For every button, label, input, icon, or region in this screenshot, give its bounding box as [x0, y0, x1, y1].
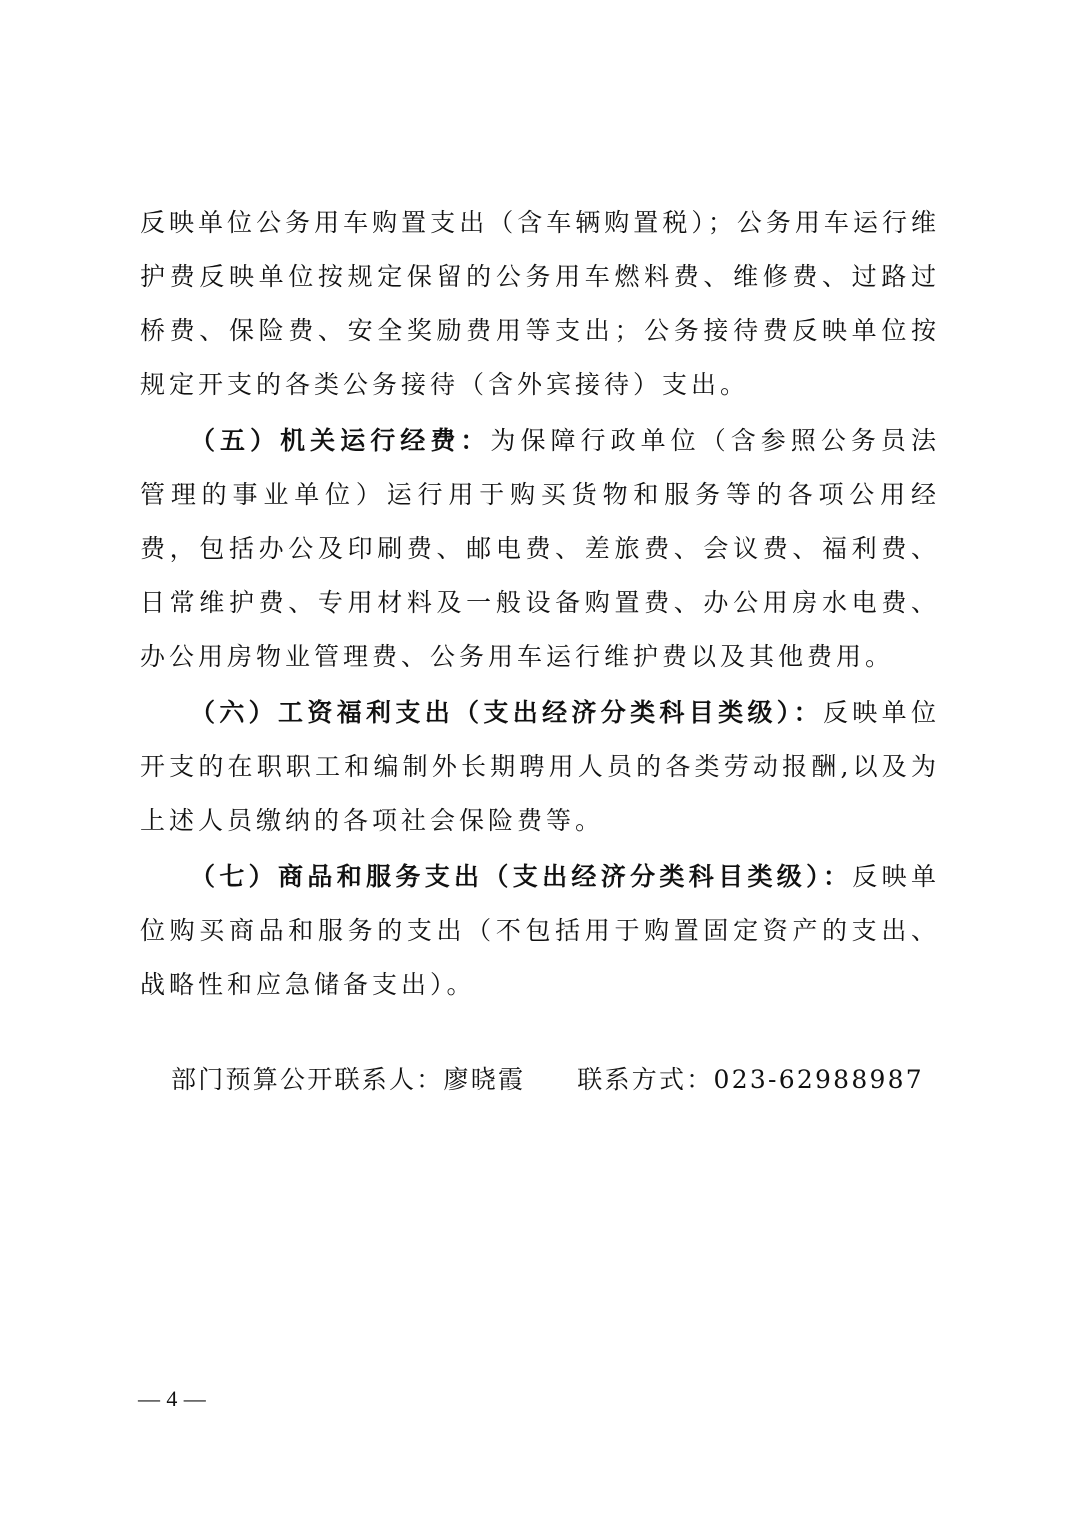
paragraph-operating-funds — [140, 414, 940, 684]
contact-line — [171, 1058, 991, 1102]
paragraph-heading: （五）机关运行经费： — [190, 426, 491, 455]
paragraph-heading: （六）工资福利支出（支出经济分类科目类级）： — [190, 698, 823, 727]
contact-person-label: 部门预算公开联系人： — [171, 1065, 444, 1094]
paragraph-heading: （七）商品和服务支出（支出经济分类科目类级）： — [190, 862, 853, 891]
paragraph-text: 反映单位公务用车购置支出（含车辆购置税）；公务用车运行维护费反映单位按规定保留的公务用车燃料费、维修费、过路过桥费、保险费、安全奖励费用等支出；公务接待费反映单位按规定开支的各类公务接待（含外宾接待）支出。 — [140, 208, 940, 399]
paragraph-text: 反映单位开支的在职职工和编制外长期聘用人员的各类劳动报酬,以及为上述人员缴纳的各项社会保险费等。 — [140, 698, 940, 835]
contact-method-label: 联系方式： — [577, 1065, 714, 1094]
document-body — [140, 196, 940, 1014]
paragraph-text: 为保障行政单位（含参照公务员法管理的事业单位）运行用于购买货物和服务等的各项公用经费，包括办公及印刷费、邮电费、差旅费、会议费、福利费、日常维护费、专用材料及一般设备购置费、办公用房水电费、办公用房物业管理费、公务用车运行维护费以及其他费用。 — [140, 426, 940, 671]
paragraph-vehicle-expenses — [140, 196, 940, 412]
page-number: — 4 — — [138, 1386, 207, 1411]
contact-person-name: 廖晓霞 — [443, 1065, 526, 1094]
contact-phone: 023-62988987 — [713, 1065, 924, 1094]
paragraph-wage-welfare — [140, 686, 940, 848]
paragraph-goods-services — [140, 850, 940, 1012]
paragraph-text: 反映单位购买商品和服务的支出（不包括用于购置固定资产的支出、战略性和应急储备支出）。 — [140, 862, 940, 999]
